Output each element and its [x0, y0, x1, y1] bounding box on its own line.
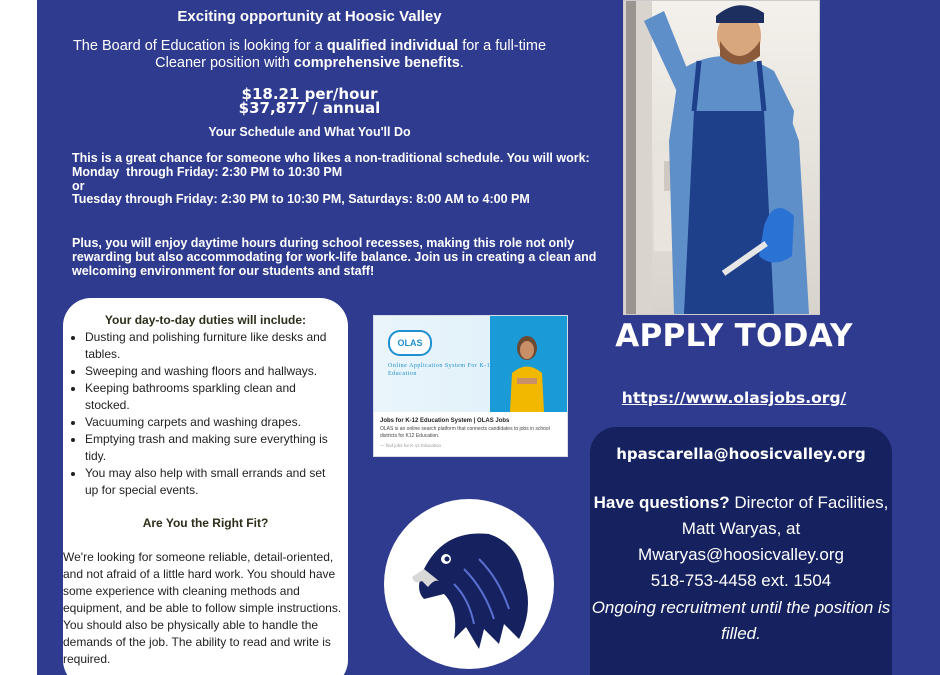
questions-text: Director of Facilities, Matt Waryas, at — [681, 493, 889, 538]
olas-link-card[interactable] — [373, 315, 568, 457]
schedule-or: or — [72, 178, 85, 193]
schedule-intro: This is a great chance for someone who likes a non-traditional schedule. You will work: — [72, 151, 590, 165]
intro-bold-benefits: comprehensive benefits — [293, 55, 460, 71]
director-email-link[interactable]: Mwaryas@hoosicvalley.org — [638, 545, 844, 564]
olas-footer: — find jobs for K-12 Education — [380, 443, 442, 448]
headline: Exciting opportunity at Hoosic Valley — [177, 8, 442, 25]
ongoing-note: Ongoing recruitment until the position is filled. — [591, 598, 891, 643]
duties-list — [63, 329, 341, 499]
pay-rate — [197, 87, 422, 115]
phone-number: 518-753-4458 ext. 1504 — [650, 571, 832, 590]
intro-mid: for a full-time Cleaner position with — [155, 38, 547, 71]
apply-url-link[interactable]: https://www.olasjobs.org/ — [621, 389, 847, 407]
duty-item: • Emptying trash and making sure everything is tidy. — [85, 431, 341, 465]
schedule-plus: Plus, you will enjoy daytime hours during school recesses, making this role not only rewarding but also accommodating for work-life balance. Join us in creating a clean and welcoming environment for our students and staff! — [72, 236, 597, 278]
pay-annual: $37,877 / annual — [238, 99, 381, 117]
questions-block — [590, 490, 892, 594]
contact-email-link[interactable]: hpascarella@hoosicvalley.org — [616, 445, 866, 463]
intro-pre: The Board of Education is looking for a — [72, 38, 327, 54]
schedule-option-2: Tuesday through Friday: 2:30 PM to 10:30 PM, Saturdays: 8:00 AM to 4:00 PM — [72, 192, 530, 207]
job-poster — [37, 0, 940, 675]
intro-bold-qualified: qualified individual — [326, 38, 459, 54]
olas-badge: OLAS — [388, 330, 432, 356]
olas-subtitle: Online Application System For K-12 Education — [388, 363, 494, 377]
olas-person-icon — [502, 328, 552, 412]
duty-item: • You may also help with small errands and set up for special events. — [85, 465, 341, 499]
olas-title: Jobs for K-12 Education System | OLAS Jobs — [380, 418, 510, 424]
intro-end: . — [459, 55, 464, 71]
duty-item: • Keeping bathrooms sparkling clean and stocked. — [85, 380, 341, 414]
intro-text — [57, 38, 562, 72]
duties-heading: Your day-to-day duties will include: — [104, 313, 307, 327]
fit-text: We're looking for someone reliable, detail-oriented, and not afraid of a little hard work. You should have some experience with cleaning methods and equipment, and be able to follow simple instructions. You should also be physically able to handle the demands of the job. The ability to read and write is required. — [63, 550, 342, 666]
contact-panel — [590, 427, 892, 675]
questions-label: Have questions? — [593, 493, 730, 512]
olas-desc: OLAS is an online search platform that connects candidates to jobs in school districts for K12 Education. — [380, 426, 550, 439]
apply-heading: APPLY TODAY — [615, 318, 853, 354]
schedule-heading: Your Schedule and What You'll Do — [208, 125, 411, 139]
duty-item: • Sweeping and washing floors and hallways. — [85, 363, 341, 380]
duty-item: • Vacuuming carpets and washing drapes. — [85, 414, 341, 431]
cleaner-illustration — [624, 1, 819, 314]
olas-banner — [374, 316, 567, 412]
pay-hourly: $18.21 per/hour — [241, 85, 378, 103]
fit-heading: Are You the Right Fit? — [142, 516, 269, 530]
duties-panel — [63, 298, 348, 675]
schedule-details — [72, 152, 612, 207]
hawk-logo-svg — [384, 499, 554, 669]
schedule-option-1: Monday through Friday: 2:30 PM to 10:30 PM — [72, 164, 343, 179]
duty-item: • Dusting and polishing furniture like desks and tables. — [85, 329, 341, 363]
hawk-logo-icon — [384, 499, 554, 669]
cleaner-photo — [623, 0, 820, 315]
